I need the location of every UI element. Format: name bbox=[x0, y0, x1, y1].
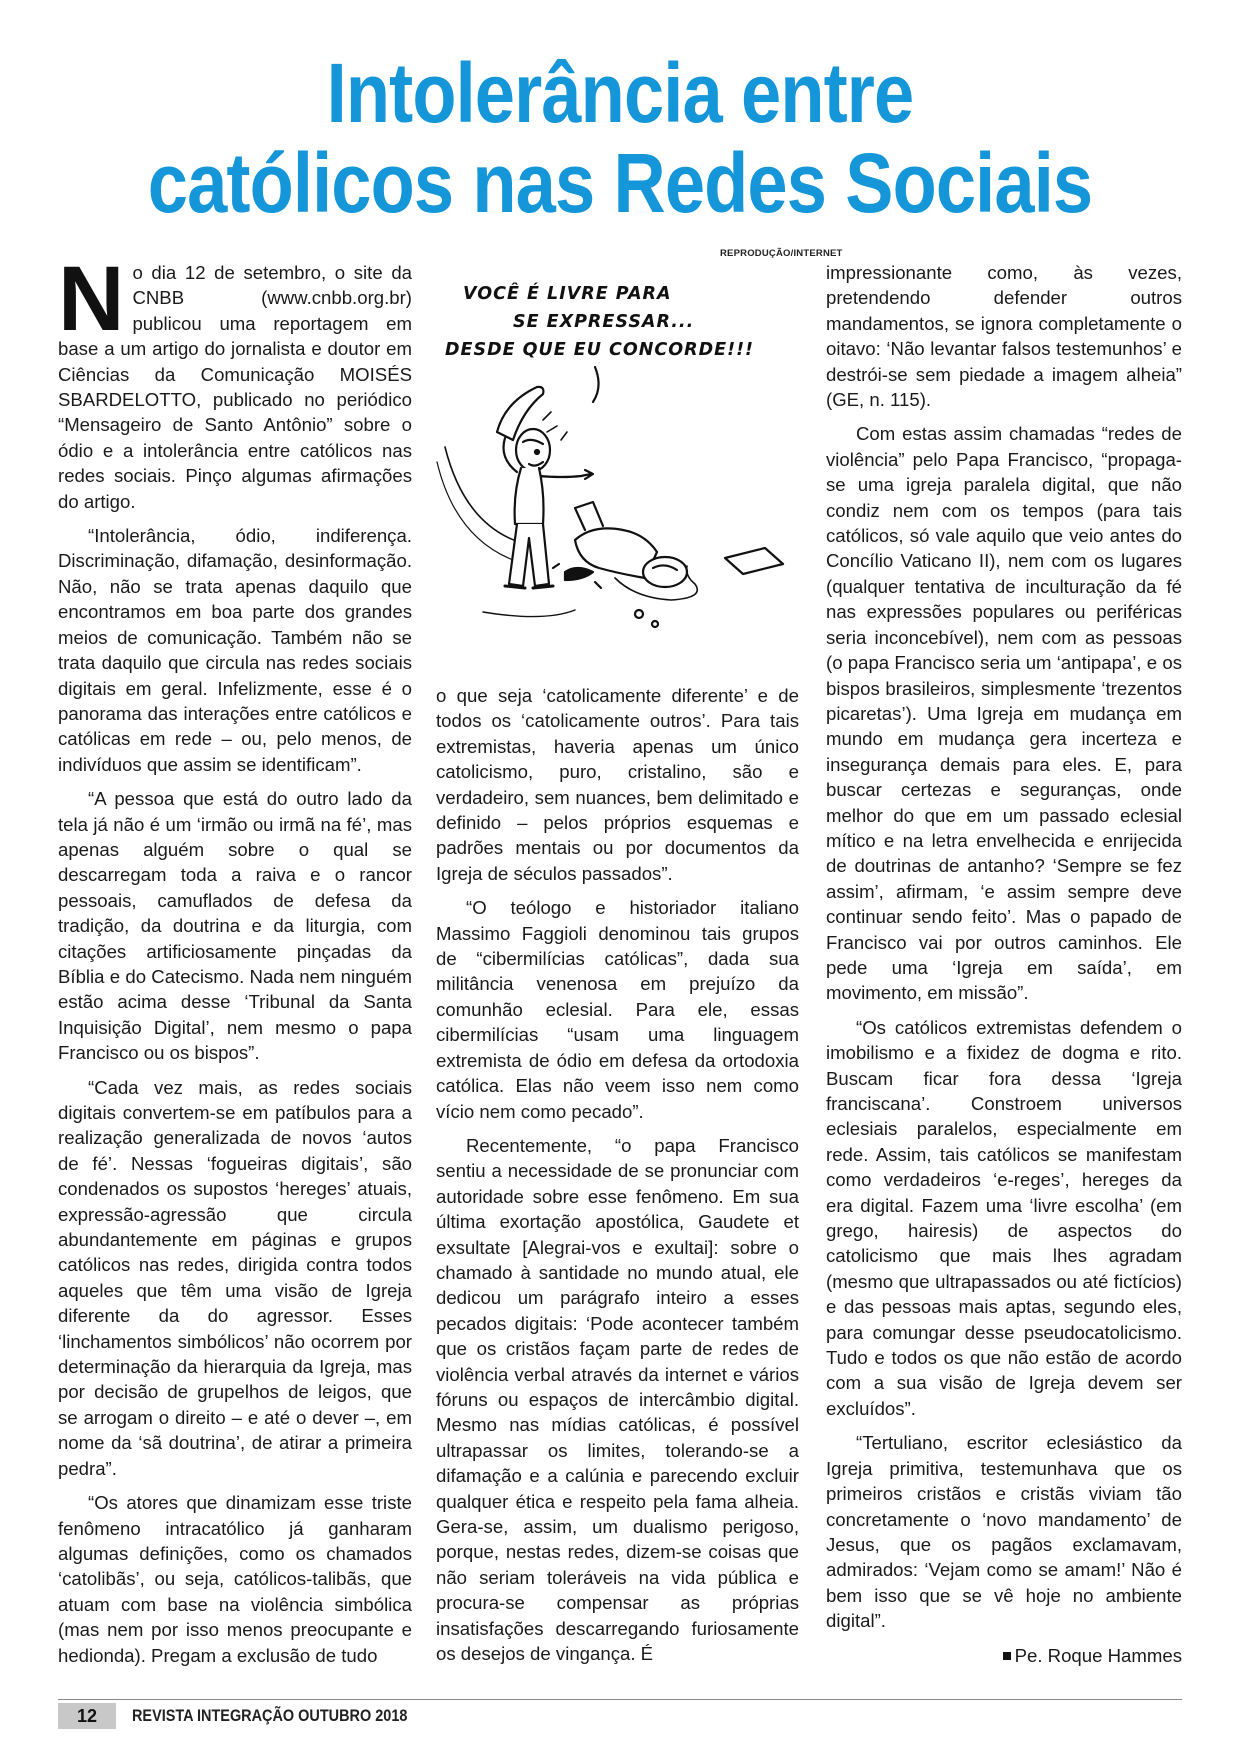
paragraph-7: “O teólogo e historiador italiano Massimo Faggioli denominou tais grupos de “cibermilícias católicas”, dada sua militância venenosa em prejuízo da comunhão eclesial. Para ele, essas cibermilícias “usam uma linguagem extremista de ódio em defesa da ortodoxia católica. Elas não veem isso nem como vício nem como pecado”. bbox=[436, 897, 799, 1122]
fallen-man-head bbox=[643, 557, 687, 587]
image-credit: REPRODUÇÃO/INTERNET bbox=[720, 248, 843, 259]
speech-line-1: VOCÊ É LIVRE PARA bbox=[463, 284, 672, 304]
paragraph-9: impressionante como, às vezes, pretendendo defender outros mandamentos, se ignora completamente o oitavo: ‘Não levantar falsos testemunhos’ e destrói-se sem piedade a imagem alheia” (GE, n. 115). bbox=[826, 262, 1182, 411]
paper-icon bbox=[725, 548, 783, 574]
paragraph-1-text: o dia 12 de setembro, o site da CNBB (www.cnbb.org.br) publicou uma reportagem em base a um artigo do jornalista e doutor em Ciências da Comunicação MOISÉS SBARDELOTTO, publicado no periódico “Mensageiro de Santo Antônio” sobre o ódio e a intolerância entre católicos nas redes sociais. Pinço algumas afirmações do artigo. bbox=[58, 262, 412, 512]
title-line-1: Intolerância entre bbox=[326, 46, 914, 140]
title-line-2: católicos nas Redes Sociais bbox=[147, 136, 1093, 230]
footer-divider bbox=[58, 1699, 1182, 1700]
paragraph-1 bbox=[58, 248, 412, 514]
magazine-name: REVISTA INTEGRAÇÃO OUTUBRO 2018 bbox=[132, 1706, 408, 1725]
speech-tail bbox=[593, 367, 599, 402]
page-number: 12 bbox=[58, 1703, 116, 1729]
paragraph-12: “Tertuliano, escritor eclesiástico da Igreja primitiva, testemunhava que os primeiros cristãos e cristãs viviam tão concretamente o ‘novo mandamento’ de Jesus, que os pagãos exclamavam, admirados: ‘Vejam como se amam!’ Não é bem isso que se vê hoje no ambiente digital”. bbox=[826, 1432, 1182, 1632]
paragraph-11: “Os católicos extremistas defendem o imobilismo e a fixidez de dogma e rito. Buscam ficar fora dessa ‘Igreja franciscana’. Constroem universos eclesiais paralelos, especialmente em rede. Assim, tais católicos se manifestam como verdadeiros ‘e-reges’, hereges da era digital. Fazem uma ‘livre escolha’ (em grego, hairesis) de aspectos do catolicismo que mais lhes agradam (mesmo que ultrapassados ou até fictícios) e das pessoas mais aptas, segundo eles, para comungar desse pseudocatolicismo. Tudo e todos os que não estão de acordo com a sua visão de Igreja devem ser excluídos”. bbox=[826, 1016, 1182, 1419]
signature-bullet-icon bbox=[1003, 1652, 1011, 1660]
paragraph-5: “Os atores que dinamizam esse triste fenômeno intracatólico já ganharam algumas definições, como os chamados ‘catolibãs’, ou seja, católicos-talibãs, que atuam com base na violência simbólica (mas nem por isso menos preocupante e hedionda). Pregam a exclusão de tudo bbox=[58, 1492, 412, 1666]
article-title bbox=[87, 48, 1153, 228]
drop-cap: N bbox=[58, 248, 125, 350]
speech-line-2: SE EXPRESSAR... bbox=[513, 312, 695, 332]
article-column-1 bbox=[58, 248, 412, 1677]
speech-line-3: DESDE QUE EU CONCORDE!!! bbox=[445, 340, 755, 360]
paragraph-2: “Intolerância, ódio, indiferença. Discriminação, difamação, desinformação. Não, não se trata apenas daquilo que encontramos em boa parte dos grandes meios de comunicação. Também não se trata daquilo que circula nas redes sociais digitais em geral. Infelizmente, esse é o panorama das interações entre católicos e católicas em rede – ou, pelo menos, de indivíduos que assim se identificam”. bbox=[58, 525, 412, 775]
article-column-2 bbox=[436, 683, 799, 1675]
paragraph-8: Recentemente, “o papa Francisco sentiu a necessidade de se pronunciar com autoridade sobre esse fenômeno. Em sua última exortação apostólica, Gaudete et exsultate [Alegrai-vos e exultai]: sobre o chamado à santidade no mundo atual, ele dedicou um parágrafo inteiro a esses pecados digitais: ‘Pode acontecer também que os cristãos façam parte de redes de violência verbal através da internet e vários fóruns ou espaços de intercâmbio digital. Mesmo nas mídias católicas, é possível ultrapassar os limites, tolerando-se a difamação e a calúnia e parecendo excluir qualquer ética e respeito pela fama alheia. Gera-se, assim, um dualismo perigoso, porque, nestas redes, dizem-se coisas que não seriam toleráveis na vida pública e procura-se compensar as próprias insatisfações descarregando furiosamente os desejos de vingança. É bbox=[436, 1134, 799, 1665]
paragraph-4: “Cada vez mais, as redes sociais digitais convertem-se em patíbulos para a realização generalizada de novos ‘autos de fé’. Nessas ‘fogueiras digitais’, são condenados os supostos ‘hereges’ atuais, expressão-agressão que circula abundantemente em páginas e grupos católicos nas redes, dirigida contra todos aqueles que têm uma visão de Igreja diferente da do agressor. Esses ‘linchamentos simbólicos’ não ocorrem por determinação da hierarquia da Igreja, mas por decisão de grupelhos de leigos, que se arrogam o direito – e até o dever –, em nome da ‘sã doutrina’, de atirar a primeira pedra”. bbox=[58, 1076, 412, 1479]
article-column-3 bbox=[826, 260, 1182, 1677]
cartoon-illustration bbox=[425, 262, 825, 672]
paragraph-6: o que seja ‘catolicamente diferente’ e de todos os ‘catolicamente outros’. Para tais extremistas, haveria apenas um único catolicismo, puro, cristalino, são e verdadeiro, sem nuances, bem delimitado e definido – pelos próprios esquemas e padrões mentais ou por documentos da Igreja de séculos passados”. bbox=[436, 685, 799, 884]
cartoon-drawing bbox=[425, 262, 825, 672]
author-name: Pe. Roque Hammes bbox=[1014, 1644, 1182, 1666]
paragraph-10: Com estas assim chamadas “redes de violência” pelo Papa Francisco, “propaga-se uma igreja paralela digital, que não condiz nem com os tempos (para tais católicos, só vale aquilo que veio antes do Concílio Vaticano II), nem com os lugares (qualquer tentativa de inculturação da fé nas expressões populares ou periféricas seria inconcebível), nem com as pessoas (o papa Francisco seria um ‘antipapa’, e os bispos brasileiros, simplesmente ‘trezentos picaretas’). Uma Igreja em mudança em mundo em mudança gera incerteza e insegurança demais para eles. E, para buscar certezas e seguranças, onde melhor do que em um passado eclesial mítico e na letra envelhecida e enrijecida de doutrinas de antanho? ‘Sempre se fez assim’, afirmam, ‘e assim sempre deve continuar sendo feito’. Mas o papado de Francisco vai por outros caminhos. Ele pede uma ‘Igreja em saída’, em movimento, em missão”. bbox=[826, 423, 1182, 1004]
author-signature bbox=[826, 1643, 1182, 1668]
paragraph-3: “A pessoa que está do outro lado da tela já não é um ‘irmão ou irmã na fé’, mas apenas alguém sobre o qual se descarregam toda a raiva e o rancor pessoais, camuflados de defesa da tradição, da doutrina e da liturgia, com citações artificiosamente pinçadas da Bíblia e do Catecismo. Nada nem ninguém estão acima desse ‘Tribunal da Santa Inquisição Digital’, nem mesmo o papa Francisco ou os bispos”. bbox=[58, 788, 412, 1064]
swing-line-icon bbox=[445, 447, 525, 544]
